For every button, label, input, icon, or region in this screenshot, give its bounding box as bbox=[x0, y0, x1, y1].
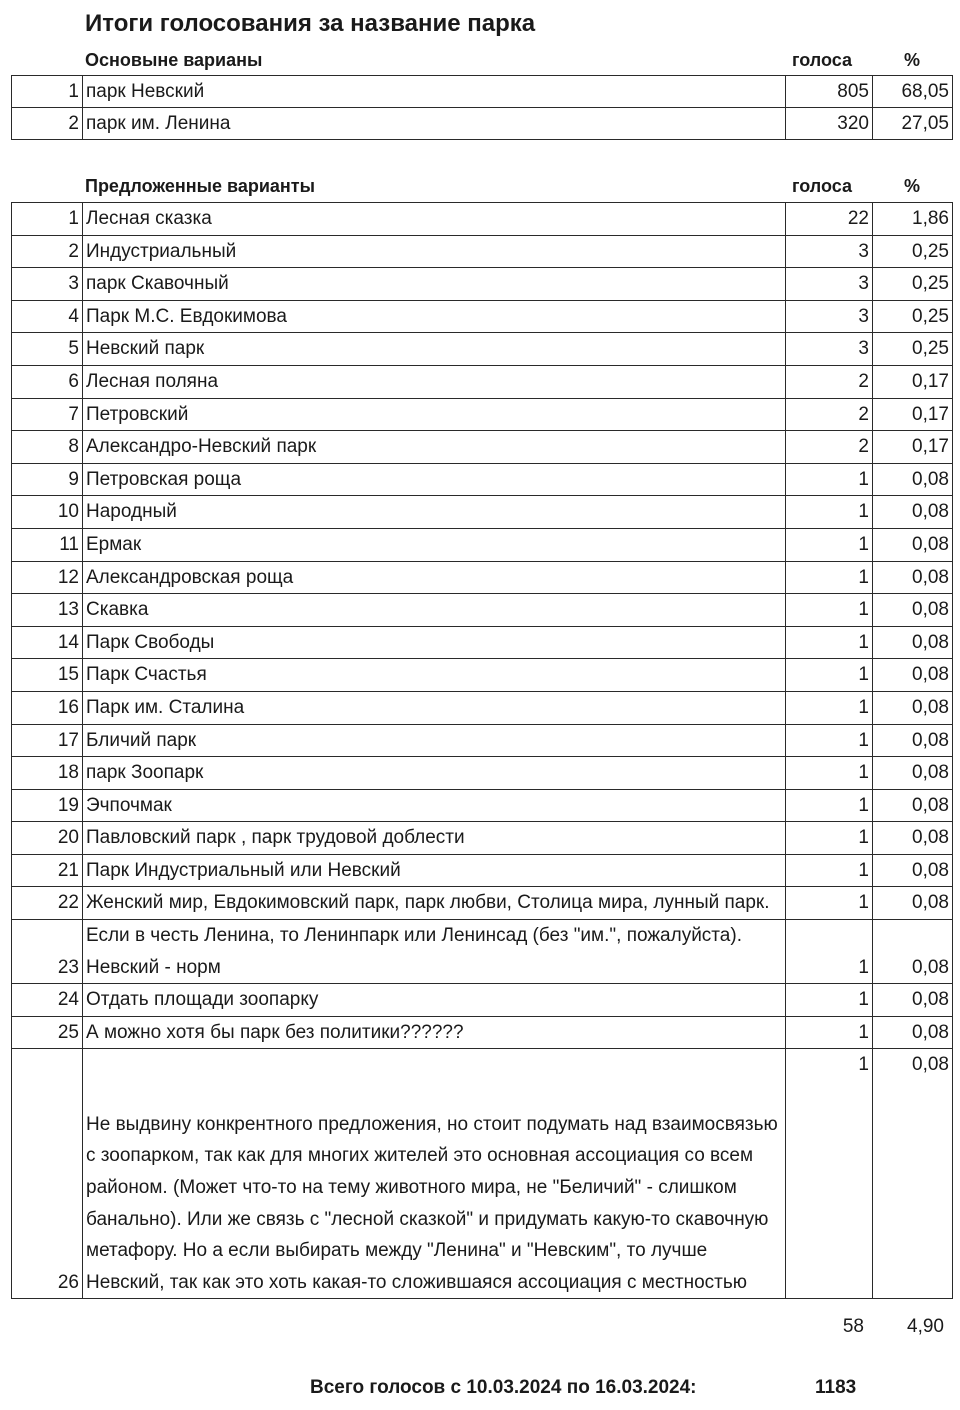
row-number: 2 bbox=[12, 108, 83, 140]
row-name: Невский парк bbox=[83, 333, 786, 366]
table-row bbox=[12, 268, 953, 301]
table-row bbox=[12, 561, 953, 594]
row-votes: 1 bbox=[786, 854, 873, 887]
table-row bbox=[12, 528, 953, 561]
suggested-section-header bbox=[0, 172, 960, 200]
table-row bbox=[12, 757, 953, 790]
table-row bbox=[12, 854, 953, 887]
subtotal-pct: 4,90 bbox=[907, 1316, 944, 1337]
row-votes: 1 bbox=[786, 1049, 873, 1299]
row-votes: 1 bbox=[786, 887, 873, 920]
row-percent: 27,05 bbox=[873, 108, 953, 140]
row-votes: 2 bbox=[786, 431, 873, 464]
row-percent: 0,08 bbox=[873, 626, 953, 659]
row-name: Ермак bbox=[83, 528, 786, 561]
row-votes: 1 bbox=[786, 496, 873, 529]
row-number: 13 bbox=[12, 594, 83, 627]
grand-total-label: Всего голосов с 10.03.2024 по 16.03.2024: bbox=[310, 1377, 697, 1398]
row-number: 3 bbox=[12, 268, 83, 301]
subtotal-votes: 58 bbox=[842, 1316, 864, 1337]
row-number: 23 bbox=[12, 920, 83, 984]
main-options-table bbox=[11, 75, 953, 140]
row-name: А можно хотя бы парк без политики?????? bbox=[83, 1016, 786, 1049]
row-number: 10 bbox=[12, 496, 83, 529]
suggested-col-pct-header: % bbox=[904, 176, 921, 196]
row-name: Женский мир, Евдокимовский парк, парк любви, Столица мира, лунный парк. bbox=[83, 887, 786, 920]
table-row bbox=[12, 594, 953, 627]
table-row bbox=[12, 887, 953, 920]
row-percent: 0,08 bbox=[873, 887, 953, 920]
row-votes: 2 bbox=[786, 398, 873, 431]
row-percent: 0,08 bbox=[873, 561, 953, 594]
suggested-options-body bbox=[12, 203, 953, 1299]
row-number: 1 bbox=[12, 76, 83, 108]
row-percent: 0,08 bbox=[873, 1016, 953, 1049]
row-percent: 0,08 bbox=[873, 984, 953, 1017]
row-name: Скавка bbox=[83, 594, 786, 627]
table-row bbox=[12, 431, 953, 464]
row-percent: 1,86 bbox=[873, 203, 953, 236]
row-number: 26 bbox=[12, 1049, 83, 1299]
row-number: 16 bbox=[12, 691, 83, 724]
row-percent: 0,17 bbox=[873, 431, 953, 464]
table-row bbox=[12, 724, 953, 757]
row-votes: 1 bbox=[786, 659, 873, 692]
row-votes: 2 bbox=[786, 365, 873, 398]
table-row bbox=[12, 76, 953, 108]
row-percent: 0,25 bbox=[873, 300, 953, 333]
row-votes: 1 bbox=[786, 724, 873, 757]
row-name: Парк Счастья bbox=[83, 659, 786, 692]
row-number: 9 bbox=[12, 463, 83, 496]
row-percent: 0,08 bbox=[873, 1049, 953, 1299]
row-number: 8 bbox=[12, 431, 83, 464]
row-percent: 0,08 bbox=[873, 496, 953, 529]
row-percent: 0,25 bbox=[873, 333, 953, 366]
row-votes: 320 bbox=[786, 108, 873, 140]
row-votes: 805 bbox=[786, 76, 873, 108]
row-votes: 1 bbox=[786, 528, 873, 561]
row-percent: 0,08 bbox=[873, 659, 953, 692]
row-votes: 1 bbox=[786, 822, 873, 855]
row-name: парк Скавочный bbox=[83, 268, 786, 301]
row-name: Не выдвину конкрентного предложения, но стоит подумать над взаимосвязью с зоопарком, так как для многих жителей это основная ассоциация со всем районом. (Может что-то на тему животного мира, не "Беличий" - слишком банально). Или же связь с "лесной сказкой" и придумать какую-то скавочную метафору. Но а если выбирать между "Ленина" и "Невским", то лучше Невский, так как это хоть какая-то сложившаяся ассоциация с местностью bbox=[83, 1049, 786, 1299]
row-votes: 3 bbox=[786, 235, 873, 268]
row-name: Александровская роща bbox=[83, 561, 786, 594]
table-row bbox=[12, 300, 953, 333]
row-name: Лесная поляна bbox=[83, 365, 786, 398]
main-col-votes-header: голоса bbox=[792, 50, 853, 70]
row-name: Петровский bbox=[83, 398, 786, 431]
main-section-header bbox=[0, 46, 960, 74]
row-votes: 1 bbox=[786, 1016, 873, 1049]
row-number: 4 bbox=[12, 300, 83, 333]
suggested-section-title: Предложенные варианты bbox=[85, 176, 315, 196]
table-row bbox=[12, 659, 953, 692]
row-number: 17 bbox=[12, 724, 83, 757]
table-row bbox=[12, 626, 953, 659]
row-number: 1 bbox=[12, 203, 83, 236]
row-votes: 1 bbox=[786, 920, 873, 984]
row-name: Если в честь Ленина, то Ленинпарк или Ленинсад (без "им.", пожалуйста). Невский - норм bbox=[83, 920, 786, 984]
row-percent: 0,08 bbox=[873, 691, 953, 724]
row-name: парк им. Ленина bbox=[83, 108, 786, 140]
row-name: Павловский парк , парк трудовой доблести bbox=[83, 822, 786, 855]
table-row bbox=[12, 496, 953, 529]
row-percent: 0,25 bbox=[873, 235, 953, 268]
row-number: 15 bbox=[12, 659, 83, 692]
row-percent: 0,08 bbox=[873, 528, 953, 561]
suggested-col-votes-header: голоса bbox=[792, 176, 853, 196]
row-number: 11 bbox=[12, 528, 83, 561]
row-name: Петровская роща bbox=[83, 463, 786, 496]
row-percent: 0,08 bbox=[873, 920, 953, 984]
table-row bbox=[12, 822, 953, 855]
row-number: 25 bbox=[12, 1016, 83, 1049]
row-number: 2 bbox=[12, 235, 83, 268]
row-name: Лесная сказка bbox=[83, 203, 786, 236]
row-votes: 1 bbox=[786, 691, 873, 724]
row-number: 12 bbox=[12, 561, 83, 594]
row-name: парк Зоопарк bbox=[83, 757, 786, 790]
row-percent: 0,08 bbox=[873, 789, 953, 822]
table-row bbox=[12, 1049, 953, 1299]
row-number: 6 bbox=[12, 365, 83, 398]
row-name: Бличий парк bbox=[83, 724, 786, 757]
row-number: 5 bbox=[12, 333, 83, 366]
row-number: 18 bbox=[12, 757, 83, 790]
row-name: Эчпочмак bbox=[83, 789, 786, 822]
row-name: Парк М.С. Евдокимова bbox=[83, 300, 786, 333]
table-row bbox=[12, 463, 953, 496]
row-name: Парк им. Сталина bbox=[83, 691, 786, 724]
row-name: Отдать площади зоопарку bbox=[83, 984, 786, 1017]
row-votes: 1 bbox=[786, 984, 873, 1017]
grand-total-value: 1183 bbox=[815, 1377, 857, 1398]
row-votes: 1 bbox=[786, 594, 873, 627]
suggested-options-table bbox=[11, 202, 953, 1299]
row-percent: 0,08 bbox=[873, 822, 953, 855]
table-row bbox=[12, 1016, 953, 1049]
table-row bbox=[12, 235, 953, 268]
row-votes: 3 bbox=[786, 300, 873, 333]
row-number: 21 bbox=[12, 854, 83, 887]
row-number: 20 bbox=[12, 822, 83, 855]
row-name: парк Невский bbox=[83, 76, 786, 108]
row-name: Парк Свободы bbox=[83, 626, 786, 659]
row-votes: 1 bbox=[786, 463, 873, 496]
table-row bbox=[12, 108, 953, 140]
row-number: 7 bbox=[12, 398, 83, 431]
row-votes: 3 bbox=[786, 333, 873, 366]
row-percent: 0,08 bbox=[873, 594, 953, 627]
row-votes: 22 bbox=[786, 203, 873, 236]
table-row bbox=[12, 333, 953, 366]
table-row bbox=[12, 920, 953, 984]
row-percent: 0,08 bbox=[873, 463, 953, 496]
table-row bbox=[12, 203, 953, 236]
table-row bbox=[12, 691, 953, 724]
row-name: Народный bbox=[83, 496, 786, 529]
row-number: 19 bbox=[12, 789, 83, 822]
row-name: Александро-Невский парк bbox=[83, 431, 786, 464]
row-votes: 3 bbox=[786, 268, 873, 301]
row-percent: 0,08 bbox=[873, 854, 953, 887]
row-number: 24 bbox=[12, 984, 83, 1017]
row-percent: 68,05 bbox=[873, 76, 953, 108]
table-row bbox=[12, 984, 953, 1017]
row-number: 14 bbox=[12, 626, 83, 659]
row-votes: 1 bbox=[786, 757, 873, 790]
main-col-pct-header: % bbox=[904, 50, 921, 70]
row-percent: 0,08 bbox=[873, 724, 953, 757]
row-votes: 1 bbox=[786, 626, 873, 659]
row-percent: 0,17 bbox=[873, 398, 953, 431]
main-options-body bbox=[12, 76, 953, 140]
row-votes: 1 bbox=[786, 561, 873, 594]
page-title: Итоги голосования за название парка bbox=[85, 10, 536, 37]
table-row bbox=[12, 398, 953, 431]
row-votes: 1 bbox=[786, 789, 873, 822]
row-name: Парк Индустриальный или Невский bbox=[83, 854, 786, 887]
row-percent: 0,17 bbox=[873, 365, 953, 398]
table-row bbox=[12, 789, 953, 822]
row-percent: 0,25 bbox=[873, 268, 953, 301]
row-number: 22 bbox=[12, 887, 83, 920]
row-name: Индустриальный bbox=[83, 235, 786, 268]
row-percent: 0,08 bbox=[873, 757, 953, 790]
table-row bbox=[12, 365, 953, 398]
subtotal-row bbox=[784, 1312, 950, 1342]
main-section-title: Основыне варианы bbox=[85, 50, 263, 70]
